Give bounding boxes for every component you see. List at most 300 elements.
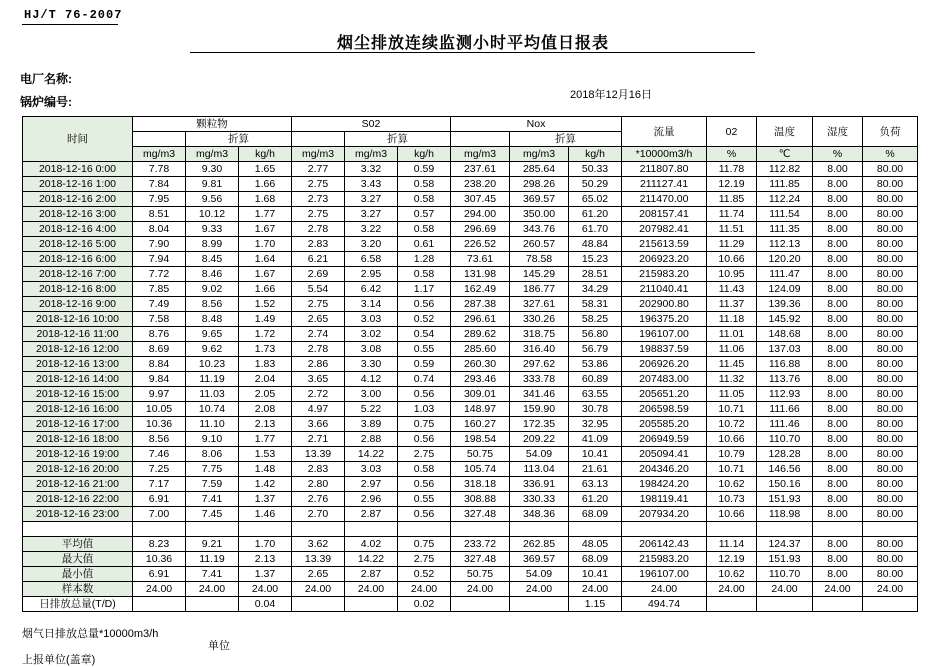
header-humidity: 湿度 xyxy=(813,117,863,147)
cell-value: 10.41 xyxy=(569,567,622,582)
cell-value: 3.27 xyxy=(345,192,398,207)
cell-value: 24.00 xyxy=(186,582,239,597)
cell-value: 2.78 xyxy=(292,342,345,357)
cell-value: 11.85 xyxy=(707,192,757,207)
cell-value: 7.84 xyxy=(133,177,186,192)
cell-value: 3.08 xyxy=(345,342,398,357)
cell-value: 10.72 xyxy=(707,417,757,432)
cell-value: 7.90 xyxy=(133,237,186,252)
table-row xyxy=(23,492,918,507)
cell-value: 3.30 xyxy=(345,357,398,372)
cell-value: 0.58 xyxy=(398,267,451,282)
cell-value: 3.03 xyxy=(345,312,398,327)
cell-blank xyxy=(186,522,239,537)
cell-value: 2.13 xyxy=(239,417,292,432)
unit-label: 单位 xyxy=(208,640,230,652)
unit-pm-kg: kg/h xyxy=(239,147,292,162)
boiler-id-label: 锅炉编号: xyxy=(20,95,72,109)
cell-value: 7.58 xyxy=(133,312,186,327)
title-underline xyxy=(190,52,755,53)
cell-value: 9.65 xyxy=(186,327,239,342)
daily-total-label: 日排放总量(T/D) xyxy=(23,597,133,612)
cell-value: 50.29 xyxy=(569,177,622,192)
cell-blank xyxy=(239,522,292,537)
cell-value: 146.56 xyxy=(757,462,813,477)
cell-value: 316.40 xyxy=(510,342,569,357)
cell-value: 116.88 xyxy=(757,357,813,372)
cell-value: 8.69 xyxy=(133,342,186,357)
cell-value: 350.00 xyxy=(510,207,569,222)
table-row xyxy=(23,387,918,402)
subheader-converted: 折算 xyxy=(345,132,451,147)
cell-value: 6.58 xyxy=(345,252,398,267)
cell-value: 10.71 xyxy=(707,402,757,417)
subheader-spacer xyxy=(133,132,186,147)
cell-value: 24.00 xyxy=(510,582,569,597)
cell-time: 2018-12-16 14:00 xyxy=(23,372,133,387)
header-flow: 流量 xyxy=(622,117,707,147)
hourly-average-table xyxy=(22,116,918,612)
cell-time: 2018-12-16 5:00 xyxy=(23,237,133,252)
table-row xyxy=(23,402,918,417)
table-row xyxy=(23,462,918,477)
cell-value: 2.88 xyxy=(345,432,398,447)
cell-blank xyxy=(707,522,757,537)
cell-value: 8.00 xyxy=(813,552,863,567)
cell-value: 11.29 xyxy=(707,237,757,252)
cell-value: 233.72 xyxy=(451,537,510,552)
cell-value: 12.19 xyxy=(707,177,757,192)
cell-value: 128.28 xyxy=(757,447,813,462)
cell-value: 3.14 xyxy=(345,297,398,312)
table-row xyxy=(23,192,918,207)
cell-value: 205585.20 xyxy=(622,417,707,432)
cell-value: 6.91 xyxy=(133,492,186,507)
cell-value: 5.54 xyxy=(292,282,345,297)
cell-value: 63.13 xyxy=(569,477,622,492)
cell-value: 9.56 xyxy=(186,192,239,207)
cell-value: 0.58 xyxy=(398,462,451,477)
table-row xyxy=(23,222,918,237)
cell-value: 9.21 xyxy=(186,537,239,552)
cell-value: 58.25 xyxy=(569,312,622,327)
cell-value: 11.06 xyxy=(707,342,757,357)
subheader-spacer xyxy=(292,132,345,147)
cell-value: 65.02 xyxy=(569,192,622,207)
cell-value: 48.05 xyxy=(569,537,622,552)
cell-blank xyxy=(863,522,918,537)
cell-value: 160.27 xyxy=(451,417,510,432)
cell-blank xyxy=(345,522,398,537)
cell-value: 0.57 xyxy=(398,207,451,222)
cell-value: 68.09 xyxy=(569,552,622,567)
cell-value: 111.35 xyxy=(757,222,813,237)
cell-value: 2.87 xyxy=(345,567,398,582)
cell-value: 110.70 xyxy=(757,432,813,447)
cell-blank xyxy=(186,597,239,612)
cell-value: 2.83 xyxy=(292,462,345,477)
cell-value: 2.05 xyxy=(239,387,292,402)
cell-value: 11.78 xyxy=(707,162,757,177)
cell-value: 24.00 xyxy=(707,582,757,597)
cell-value: 2.04 xyxy=(239,372,292,387)
cell-value: 58.31 xyxy=(569,297,622,312)
cell-value: 34.29 xyxy=(569,282,622,297)
cell-value: 8.48 xyxy=(186,312,239,327)
cell-value: 11.37 xyxy=(707,297,757,312)
cell-value: 7.78 xyxy=(133,162,186,177)
cell-value: 1.73 xyxy=(239,342,292,357)
cell-time: 2018-12-16 17:00 xyxy=(23,417,133,432)
plant-name-label: 电厂名称: xyxy=(20,72,72,86)
cell-value: 2.80 xyxy=(292,477,345,492)
header-temperature: 温度 xyxy=(757,117,813,147)
cell-value: 28.51 xyxy=(569,267,622,282)
cell-value: 1.37 xyxy=(239,567,292,582)
cell-value: 8.00 xyxy=(813,252,863,267)
table-row xyxy=(23,477,918,492)
cell-value: 8.00 xyxy=(813,237,863,252)
cell-value: 10.36 xyxy=(133,552,186,567)
cell-value: 10.12 xyxy=(186,207,239,222)
table-row xyxy=(23,507,918,522)
cell-value: 7.85 xyxy=(133,282,186,297)
cell-value: 238.20 xyxy=(451,177,510,192)
cell-value: 287.38 xyxy=(451,297,510,312)
cell-value: 1.77 xyxy=(239,432,292,447)
cell-value: 0.59 xyxy=(398,357,451,372)
cell-blank xyxy=(813,522,863,537)
cell-value: 7.46 xyxy=(133,447,186,462)
cell-value: 8.00 xyxy=(813,432,863,447)
cell-value: 3.62 xyxy=(292,537,345,552)
cell-blank xyxy=(510,597,569,612)
cell-value: 11.19 xyxy=(186,372,239,387)
cell-value: 369.57 xyxy=(510,192,569,207)
unit-o2: % xyxy=(707,147,757,162)
cell-value: 308.88 xyxy=(451,492,510,507)
cell-value: 298.26 xyxy=(510,177,569,192)
cell-value: 9.81 xyxy=(186,177,239,192)
cell-value: 4.12 xyxy=(345,372,398,387)
table-row xyxy=(23,447,918,462)
cell-value: 8.00 xyxy=(813,357,863,372)
cell-blank xyxy=(757,597,813,612)
cell-value: 2.76 xyxy=(292,492,345,507)
subheader-spacer xyxy=(451,132,510,147)
cell-value: 4.97 xyxy=(292,402,345,417)
cell-value: 8.00 xyxy=(813,477,863,492)
cell-value: 2.83 xyxy=(292,237,345,252)
cell-value: 1.53 xyxy=(239,447,292,462)
cell-value: 80.00 xyxy=(863,537,918,552)
cell-value: 80.00 xyxy=(863,297,918,312)
cell-value: 80.00 xyxy=(863,357,918,372)
cell-value: 1.66 xyxy=(239,177,292,192)
cell-value: 10.73 xyxy=(707,492,757,507)
cell-value: 7.00 xyxy=(133,507,186,522)
cell-value: 11.19 xyxy=(186,552,239,567)
cell-value: 8.00 xyxy=(813,567,863,582)
cell-value: 0.56 xyxy=(398,387,451,402)
cell-value: 202900.80 xyxy=(622,297,707,312)
header-nox: Nox xyxy=(451,117,622,132)
cell-value: 80.00 xyxy=(863,432,918,447)
cell-value: 215983.20 xyxy=(622,267,707,282)
cell-value: 0.56 xyxy=(398,477,451,492)
cell-value: 2.65 xyxy=(292,312,345,327)
cell-value: 7.25 xyxy=(133,462,186,477)
cell-value: 3.65 xyxy=(292,372,345,387)
cell-value: 8.00 xyxy=(813,282,863,297)
cell-value: 1.48 xyxy=(239,462,292,477)
cell-value: 80.00 xyxy=(863,477,918,492)
cell-value: 2.96 xyxy=(345,492,398,507)
cell-value: 10.74 xyxy=(186,402,239,417)
unit-nox-kg: kg/h xyxy=(569,147,622,162)
cell-value: 8.56 xyxy=(186,297,239,312)
cell-time: 2018-12-16 4:00 xyxy=(23,222,133,237)
cell-blank xyxy=(292,522,345,537)
unit-pm-conv: mg/m3 xyxy=(186,147,239,162)
cell-value: 211807.80 xyxy=(622,162,707,177)
cell-value: 330.26 xyxy=(510,312,569,327)
cell-value: 137.03 xyxy=(757,342,813,357)
cell-value: 151.93 xyxy=(757,492,813,507)
cell-value: 348.36 xyxy=(510,507,569,522)
cell-value: 53.86 xyxy=(569,357,622,372)
cell-value: 0.74 xyxy=(398,372,451,387)
cell-value: 80.00 xyxy=(863,552,918,567)
cell-value: 1.70 xyxy=(239,537,292,552)
cell-value: 2.75 xyxy=(398,447,451,462)
cell-time: 2018-12-16 16:00 xyxy=(23,402,133,417)
header-o2: 02 xyxy=(707,117,757,147)
table-row xyxy=(23,237,918,252)
cell-blank xyxy=(863,597,918,612)
cell-value: 6.91 xyxy=(133,567,186,582)
cell-value: 4.02 xyxy=(345,537,398,552)
cell-value: 24.00 xyxy=(239,582,292,597)
table-row xyxy=(23,417,918,432)
cell-value: 80.00 xyxy=(863,342,918,357)
cell-value: 8.00 xyxy=(813,402,863,417)
cell-value: 9.33 xyxy=(186,222,239,237)
cell-value: 73.61 xyxy=(451,252,510,267)
daily-total-pm: 0.04 xyxy=(239,597,292,612)
cell-value: 1.70 xyxy=(239,237,292,252)
cell-value: 80.00 xyxy=(863,462,918,477)
cell-value: 343.76 xyxy=(510,222,569,237)
cell-value: 2.71 xyxy=(292,432,345,447)
cell-value: 2.65 xyxy=(292,567,345,582)
cell-value: 8.00 xyxy=(813,177,863,192)
cell-value: 54.09 xyxy=(510,447,569,462)
cell-value: 2.75 xyxy=(398,552,451,567)
cell-value: 80.00 xyxy=(863,237,918,252)
table-row xyxy=(23,252,918,267)
cell-value: 2.97 xyxy=(345,477,398,492)
cell-value: 14.22 xyxy=(345,447,398,462)
header-time: 时间 xyxy=(23,117,133,162)
cell-value: 111.66 xyxy=(757,402,813,417)
cell-time: 2018-12-16 13:00 xyxy=(23,357,133,372)
header-load: 负荷 xyxy=(863,117,918,147)
cell-value: 0.75 xyxy=(398,417,451,432)
cell-value: 1.28 xyxy=(398,252,451,267)
cell-time: 2018-12-16 10:00 xyxy=(23,312,133,327)
cell-time: 2018-12-16 23:00 xyxy=(23,507,133,522)
header-pm: 颗粒物 xyxy=(133,117,292,132)
standard-code-underline xyxy=(22,24,118,25)
cell-value: 1.77 xyxy=(239,207,292,222)
cell-value: 41.09 xyxy=(569,432,622,447)
cell-value: 7.95 xyxy=(133,192,186,207)
cell-value: 24.00 xyxy=(813,582,863,597)
cell-value: 369.57 xyxy=(510,552,569,567)
cell-value: 80.00 xyxy=(863,207,918,222)
cell-blank xyxy=(569,522,622,537)
cell-value: 8.00 xyxy=(813,297,863,312)
cell-value: 24.00 xyxy=(345,582,398,597)
cell-value: 2.75 xyxy=(292,297,345,312)
summary-label: 最大值 xyxy=(23,552,133,567)
cell-value: 0.54 xyxy=(398,327,451,342)
cell-value: 8.00 xyxy=(813,492,863,507)
cell-value: 56.79 xyxy=(569,342,622,357)
table-row xyxy=(23,297,918,312)
unit-flow: *10000m3/h xyxy=(622,147,707,162)
cell-value: 9.84 xyxy=(133,372,186,387)
cell-value: 2.77 xyxy=(292,162,345,177)
cell-value: 296.61 xyxy=(451,312,510,327)
summary-label: 平均值 xyxy=(23,537,133,552)
cell-value: 124.37 xyxy=(757,537,813,552)
meta-block xyxy=(20,70,72,116)
cell-value: 111.85 xyxy=(757,177,813,192)
cell-value: 11.32 xyxy=(707,372,757,387)
cell-blank xyxy=(23,522,133,537)
cell-value: 10.36 xyxy=(133,417,186,432)
cell-value: 63.55 xyxy=(569,387,622,402)
cell-value: 24.00 xyxy=(622,582,707,597)
cell-value: 11.43 xyxy=(707,282,757,297)
cell-value: 198.54 xyxy=(451,432,510,447)
cell-value: 207934.20 xyxy=(622,507,707,522)
cell-value: 1.52 xyxy=(239,297,292,312)
cell-value: 1.72 xyxy=(239,327,292,342)
cell-value: 5.22 xyxy=(345,402,398,417)
cell-value: 80.00 xyxy=(863,417,918,432)
cell-value: 2.87 xyxy=(345,507,398,522)
summary-label: 样本数 xyxy=(23,582,133,597)
table-row xyxy=(23,432,918,447)
cell-value: 1.67 xyxy=(239,222,292,237)
cell-value: 1.37 xyxy=(239,492,292,507)
cell-value: 145.92 xyxy=(757,312,813,327)
cell-value: 10.05 xyxy=(133,402,186,417)
cell-value: 7.94 xyxy=(133,252,186,267)
table-summary-row xyxy=(23,537,918,552)
cell-value: 198837.59 xyxy=(622,342,707,357)
cell-value: 2.74 xyxy=(292,327,345,342)
cell-value: 3.20 xyxy=(345,237,398,252)
unit-pm-mg: mg/m3 xyxy=(133,147,186,162)
table-row xyxy=(23,177,918,192)
cell-value: 1.49 xyxy=(239,312,292,327)
cell-value: 112.93 xyxy=(757,387,813,402)
cell-value: 260.57 xyxy=(510,237,569,252)
cell-value: 24.00 xyxy=(863,582,918,597)
cell-value: 24.00 xyxy=(569,582,622,597)
table-row xyxy=(23,342,918,357)
cell-time: 2018-12-16 9:00 xyxy=(23,297,133,312)
cell-value: 198119.41 xyxy=(622,492,707,507)
cell-value: 24.00 xyxy=(451,582,510,597)
cell-value: 327.48 xyxy=(451,507,510,522)
cell-value: 211040.41 xyxy=(622,282,707,297)
cell-blank xyxy=(622,522,707,537)
cell-time: 2018-12-16 20:00 xyxy=(23,462,133,477)
cell-blank xyxy=(757,522,813,537)
cell-value: 7.41 xyxy=(186,567,239,582)
cell-value: 80.00 xyxy=(863,402,918,417)
cell-value: 10.66 xyxy=(707,432,757,447)
cell-value: 207483.00 xyxy=(622,372,707,387)
cell-value: 113.76 xyxy=(757,372,813,387)
cell-time: 2018-12-16 3:00 xyxy=(23,207,133,222)
cell-value: 207982.41 xyxy=(622,222,707,237)
cell-value: 50.75 xyxy=(451,567,510,582)
cell-value: 8.00 xyxy=(813,342,863,357)
cell-value: 8.00 xyxy=(813,267,863,282)
unit-temp: ℃ xyxy=(757,147,813,162)
cell-value: 3.66 xyxy=(292,417,345,432)
cell-value: 50.75 xyxy=(451,447,510,462)
unit-so2-mg: mg/m3 xyxy=(292,147,345,162)
cell-value: 8.00 xyxy=(813,417,863,432)
cell-value: 10.66 xyxy=(707,507,757,522)
cell-value: 7.41 xyxy=(186,492,239,507)
cell-value: 198424.20 xyxy=(622,477,707,492)
cell-value: 118.98 xyxy=(757,507,813,522)
cell-value: 204346.20 xyxy=(622,462,707,477)
cell-value: 186.77 xyxy=(510,282,569,297)
cell-value: 8.00 xyxy=(813,192,863,207)
cell-value: 8.00 xyxy=(813,327,863,342)
table-row xyxy=(23,372,918,387)
cell-value: 24.00 xyxy=(292,582,345,597)
cell-value: 2.75 xyxy=(292,177,345,192)
cell-value: 3.27 xyxy=(345,207,398,222)
cell-value: 124.09 xyxy=(757,282,813,297)
cell-value: 11.45 xyxy=(707,357,757,372)
cell-value: 111.54 xyxy=(757,207,813,222)
cell-value: 0.56 xyxy=(398,432,451,447)
cell-value: 294.00 xyxy=(451,207,510,222)
cell-value: 61.70 xyxy=(569,222,622,237)
cell-value: 8.00 xyxy=(813,447,863,462)
cell-value: 6.42 xyxy=(345,282,398,297)
cell-value: 32.95 xyxy=(569,417,622,432)
cell-value: 10.79 xyxy=(707,447,757,462)
cell-value: 327.48 xyxy=(451,552,510,567)
cell-value: 209.22 xyxy=(510,432,569,447)
cell-value: 112.24 xyxy=(757,192,813,207)
cell-value: 15.23 xyxy=(569,252,622,267)
cell-value: 1.17 xyxy=(398,282,451,297)
cell-value: 24.00 xyxy=(398,582,451,597)
